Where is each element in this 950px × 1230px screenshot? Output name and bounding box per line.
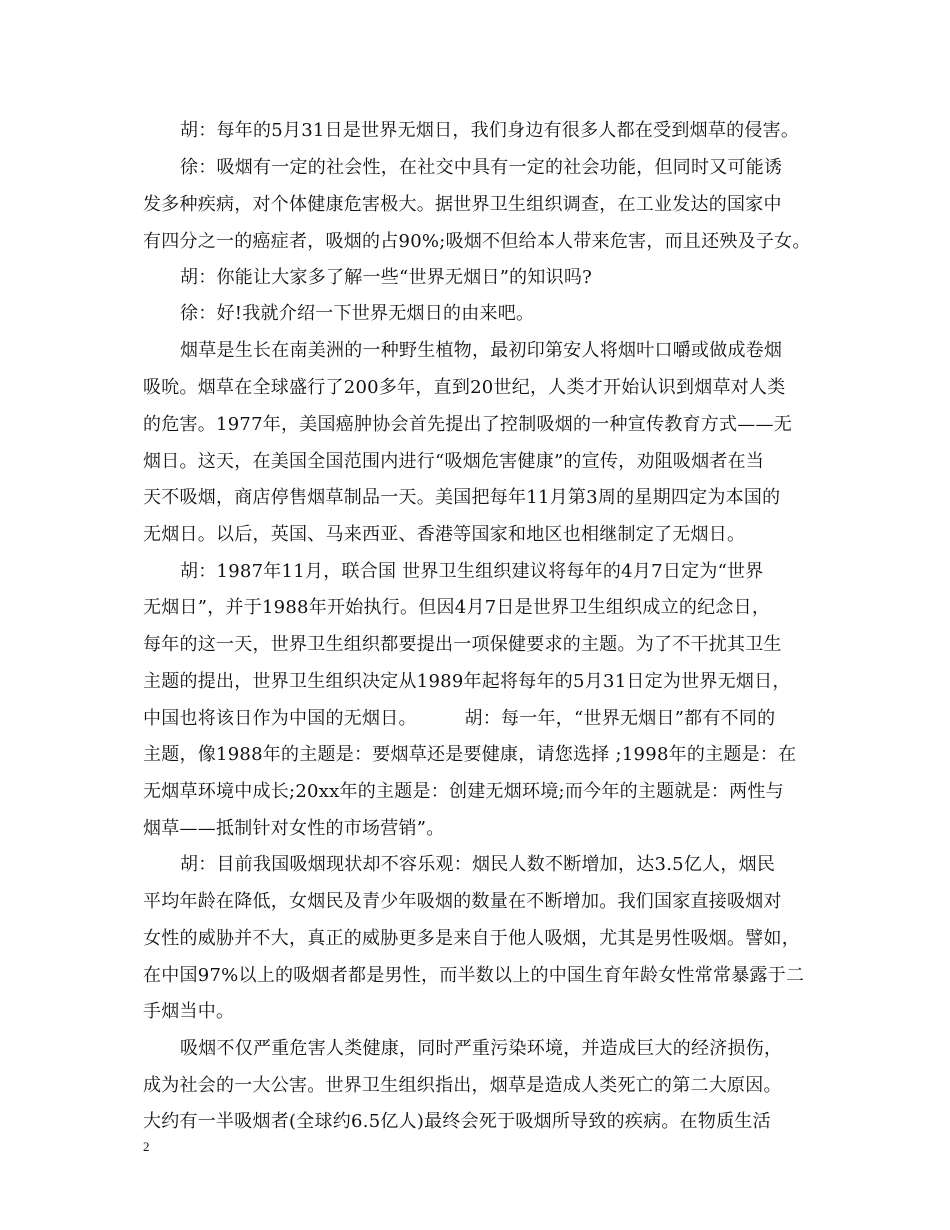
text-line: 天不吸烟，商店停售烟草制品一天。美国把每年11月第3周的星期四定为本国的 [143, 487, 781, 508]
text-line: 徐：好!我就介绍一下世界无烟日的由来吧。 [180, 303, 535, 324]
text-line: 主题，像1988年的主题是：要烟草还是要健康，请您选择 ;1998年的主题是：在 [143, 744, 797, 765]
text-line: 的危害。1977年，美国癌肿协会首先提出了控制吸烟的一种宣传教育方式——无 [143, 414, 793, 435]
page-number: 2 [143, 1139, 150, 1154]
text-line: 平均年龄在降低，女烟民及青少年吸烟的数量在不断增加。我们国家直接吸烟对 [143, 891, 782, 912]
text-line: 无烟日。以后，英国、马来西亚、香港等国家和地区也相继制定了无烟日。 [143, 524, 746, 545]
text-line: 大约有一半吸烟者(全球约6.5亿人)最终会死于吸烟所导致的疾病。在物质生活 [143, 1111, 771, 1132]
text-line: 女性的威胁并不大，真正的威胁更多是来自于他人吸烟，尤其是男性吸烟。譬如， [143, 928, 800, 949]
text-line: 吸烟不仅严重危害人类健康，同时严重污染环境，并造成巨大的经济损伤， [180, 1038, 783, 1059]
text-line: 烟日。这天，在美国全国范围内进行“吸烟危害健康”的宣传，劝阻吸烟者在当 [143, 451, 765, 472]
text-line: 徐：吸烟有一定的社会性，在社交中具有一定的社会功能，但同时又可能诱 [180, 157, 783, 178]
text-line: 烟草是生长在南美洲的一种野生植物，最初印第安人将烟叶口嚼或做成卷烟 [180, 340, 783, 361]
text-line: 无烟草环境中成长;20xx年的主题是：创建无烟环境;而今年的主题就是：两性与 [143, 781, 784, 802]
text-line: 有四分之一的癌症者，吸烟的占90%;吸烟不但给本人带来危害，而且还殃及子女。 [143, 231, 811, 252]
text-line: 胡：你能让大家多了解一些“世界无烟日”的知识吗? [180, 267, 593, 288]
text-line: 成为社会的一大公害。世界卫生组织指出，烟草是造成人类死亡的第二大原因。 [143, 1075, 782, 1096]
text-line: 胡：每年的5月31日是世界无烟日，我们身边有很多人都在受到烟草的侵害。 [180, 120, 800, 141]
text-line: 手烟当中。 [143, 1001, 235, 1022]
text-line: 每年的这一天，世界卫生组织都要提出一项保健要求的主题。为了不干扰其卫生 [143, 634, 782, 655]
text-line: 胡：1987年11月，联合国 世界卫生组织建议将每年的4月7日定为“世界 [180, 561, 764, 582]
text-line: 中国也将该日作为中国的无烟日。 胡：每一年，“世界无烟日”都有不同的 [143, 708, 776, 729]
text-line: 发多种疾病，对个体健康危害极大。据世界卫生组织调查，在工业发达的国家中 [143, 194, 782, 215]
text-line: 无烟日”，并于1988年开始执行。但因4月7日是世界卫生组织成立的纪念日， [143, 597, 771, 618]
text-line: 吸吮。烟草在全球盛行了200多年，直到20世纪，人类才开始认识到烟草对人类 [143, 377, 786, 398]
text-line: 烟草——抵制针对女性的市场营销”。 [143, 818, 445, 839]
text-line: 胡：目前我国吸烟现状却不容乐观：烟民人数不断增加，达3.5亿人，烟民 [180, 854, 776, 875]
text-line: 主题的提出，世界卫生组织决定从1989年起将每年的5月31日定为世界无烟日， [143, 671, 791, 692]
text-line: 在中国97%以上的吸烟者都是男性，而半数以上的中国生育年龄女性常常暴露于二 [143, 965, 805, 986]
